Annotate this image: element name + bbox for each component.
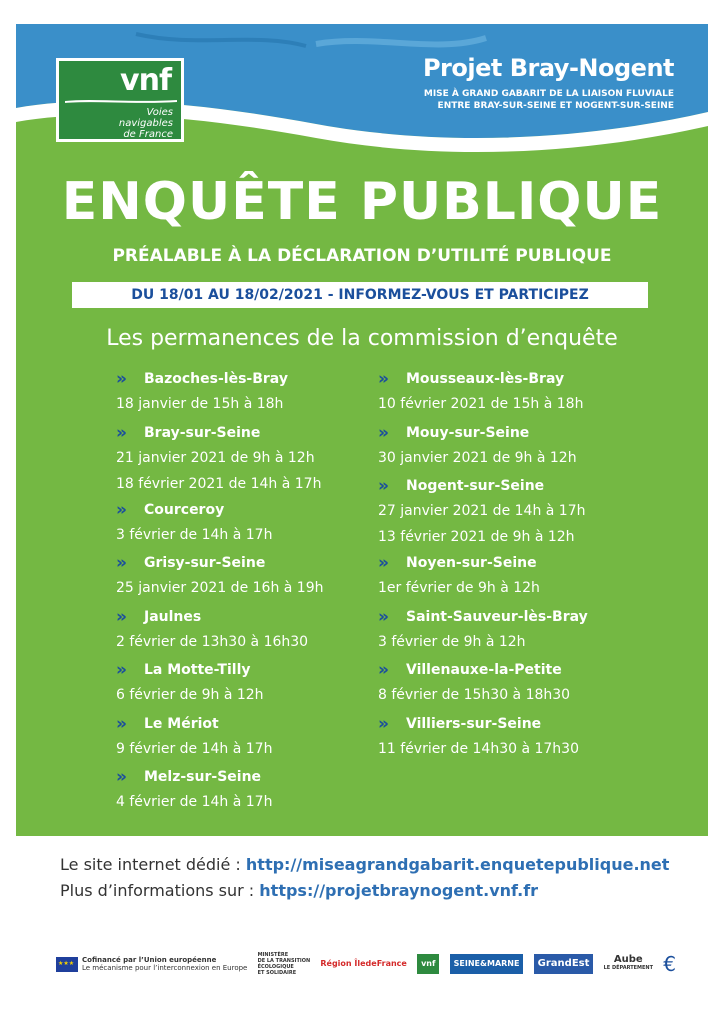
eu-logo — [56, 956, 247, 972]
time-slot: 13 février 2021 de 9h à 12h — [378, 529, 575, 545]
town-name: Saint-Sauveur-lès-Bray — [406, 608, 588, 625]
region-idf-logo — [320, 960, 407, 968]
list-item — [116, 422, 323, 499]
ministere-line: MINISTÈRE — [257, 952, 289, 958]
vnf-logo-mark: vnf — [120, 63, 171, 98]
vnf-logo — [56, 58, 184, 142]
list-item — [116, 659, 323, 713]
partner-logos — [56, 946, 676, 982]
time-slot: 30 janvier 2021 de 9h à 12h — [378, 449, 577, 466]
list-item — [378, 659, 588, 713]
vnf-logo-wave — [65, 99, 177, 104]
project-link[interactable]: https://projetbraynogent.vnf.fr — [259, 881, 539, 900]
region-label: Région ÎledeFrance — [320, 959, 407, 968]
double-chevron-icon: » — [116, 660, 123, 680]
double-chevron-icon: » — [378, 422, 385, 443]
eu-line: Cofinancé par l’Union européenne — [82, 956, 217, 964]
footer-links — [60, 852, 669, 904]
town-name: Melz-sur-Seine — [144, 769, 262, 785]
vnf-small-logo: vnf — [417, 954, 439, 974]
double-chevron-icon: » — [116, 553, 123, 573]
permanences-title: Les permanences de la commission d’enquête — [106, 326, 618, 351]
eu-line: Le mécanisme pour l’interconnexion en Europe — [82, 964, 248, 972]
vnf-logo-name — [119, 107, 173, 140]
project-title: Projet Bray-Nogent — [422, 54, 674, 82]
list-item — [116, 606, 323, 660]
town-name: Nogent-sur-Seine — [406, 478, 545, 494]
ministere-logo — [258, 952, 311, 976]
time-slot: 21 janvier 2021 de 9h à 12h — [116, 449, 315, 466]
left-column-permanences — [116, 368, 323, 820]
time-slot: 27 janvier 2021 de 14h à 17h — [378, 503, 586, 519]
ministere-line: DE LA TRANSITION — [257, 958, 311, 964]
poster — [16, 24, 708, 836]
time-slot: 10 février 2021 de 15h à 18h — [378, 396, 584, 412]
double-chevron-icon: » — [378, 476, 385, 496]
town-name: La Motte-Tilly — [144, 662, 251, 678]
list-item — [378, 713, 588, 767]
double-chevron-icon: » — [116, 499, 123, 520]
time-slot: 1er février de 9h à 12h — [378, 580, 540, 596]
double-chevron-icon: » — [116, 422, 123, 443]
list-item — [378, 475, 588, 552]
town-name: Bazoches-lès-Bray — [144, 371, 288, 387]
list-item — [378, 422, 588, 476]
town-name: Jaulnes — [144, 608, 202, 625]
town-name: Mousseaux-lès-Bray — [406, 371, 565, 387]
list-item — [378, 368, 588, 422]
right-column-permanences — [378, 368, 588, 766]
double-chevron-icon: » — [378, 713, 385, 734]
town-name: Mouy-sur-Seine — [406, 424, 530, 441]
time-slot: 18 février 2021 de 14h à 17h — [116, 475, 322, 492]
time-slot: 2 février de 13h30 à 16h30 — [116, 633, 309, 650]
list-item — [378, 606, 588, 660]
town-name: Noyen-sur-Seine — [406, 555, 537, 571]
footer-more-label: Plus d’informations sur : — [60, 881, 260, 900]
project-subtitle-line: MISE À GRAND GABARIT DE LA LIAISON FLUVIALE — [423, 89, 674, 99]
town-name: Le Mériot — [144, 715, 219, 732]
double-chevron-icon: » — [116, 713, 123, 734]
town-name: Courceroy — [144, 501, 225, 518]
main-title: ENQUÊTE PUBLIQUE — [61, 172, 663, 232]
list-item — [116, 766, 323, 820]
time-slot: 11 février de 14h30 à 17h30 — [378, 740, 579, 757]
double-chevron-icon: » — [116, 369, 123, 389]
euro-mark — [663, 952, 676, 976]
double-chevron-icon: » — [116, 606, 123, 627]
date-bar: DU 18/01 AU 18/02/2021 - INFORMEZ-VOUS ET PARTICIPEZ — [72, 282, 648, 308]
vnf-logo-line: de France — [123, 129, 173, 140]
time-slot: 25 janvier 2021 de 16h à 19h — [116, 580, 324, 596]
ministere-line: ET SOLIDAIRE — [257, 970, 297, 976]
euro-icon: € — [663, 952, 676, 976]
ministere-line: ÉCOLOGIQUE — [257, 964, 294, 970]
town-name: Bray-sur-Seine — [144, 424, 261, 441]
list-item — [378, 552, 588, 606]
double-chevron-icon: » — [378, 606, 385, 627]
footer-site-line — [60, 852, 669, 878]
seine-marne-logo: SEINE&MARNE — [450, 954, 524, 974]
vnf-logo-line: Voies — [146, 107, 173, 118]
double-chevron-icon: » — [378, 553, 385, 573]
site-link[interactable]: http://miseagrandgabarit.enquetepublique.net — [245, 855, 670, 874]
list-item — [116, 368, 323, 422]
project-subtitle-line: ENTRE BRAY-SUR-SEINE ET NOGENT-SUR-SEINE — [437, 101, 674, 111]
double-chevron-icon: » — [378, 660, 385, 680]
main-subtitle: PRÉALABLE À LA DÉCLARATION D’UTILITÉ PUBLIQUE — [112, 246, 612, 266]
time-slot: 18 janvier de 15h à 18h — [116, 396, 284, 412]
double-chevron-icon: » — [378, 369, 385, 389]
time-slot: 6 février de 9h à 12h — [116, 687, 264, 703]
town-name: Villenauxe-la-Petite — [406, 662, 562, 678]
list-item — [116, 499, 323, 553]
vnf-logo-line: navigables — [118, 118, 173, 129]
list-item — [116, 552, 323, 606]
project-block — [423, 54, 674, 112]
grand-est-logo: GrandEst — [534, 954, 594, 974]
footer-site-label: Le site internet dédié : — [60, 855, 246, 874]
double-chevron-icon: » — [116, 767, 123, 787]
time-slot: 8 février de 15h30 à 18h30 — [378, 687, 571, 703]
time-slot: 9 février de 14h à 17h — [116, 740, 273, 757]
aube-label: Aube — [613, 954, 643, 965]
time-slot: 3 février de 9h à 12h — [378, 633, 526, 650]
town-name: Grisy-sur-Seine — [144, 555, 266, 571]
project-subtitle — [423, 88, 674, 112]
town-name: Villiers-sur-Seine — [406, 715, 542, 732]
eu-flag-icon — [56, 957, 78, 972]
aube-logo — [604, 956, 653, 972]
footer-more-line — [60, 878, 669, 904]
aube-sub: LE DÉPARTEMENT — [603, 965, 654, 971]
list-item — [116, 713, 323, 767]
time-slot: 3 février de 14h à 17h — [116, 526, 273, 543]
time-slot: 4 février de 14h à 17h — [116, 794, 273, 810]
